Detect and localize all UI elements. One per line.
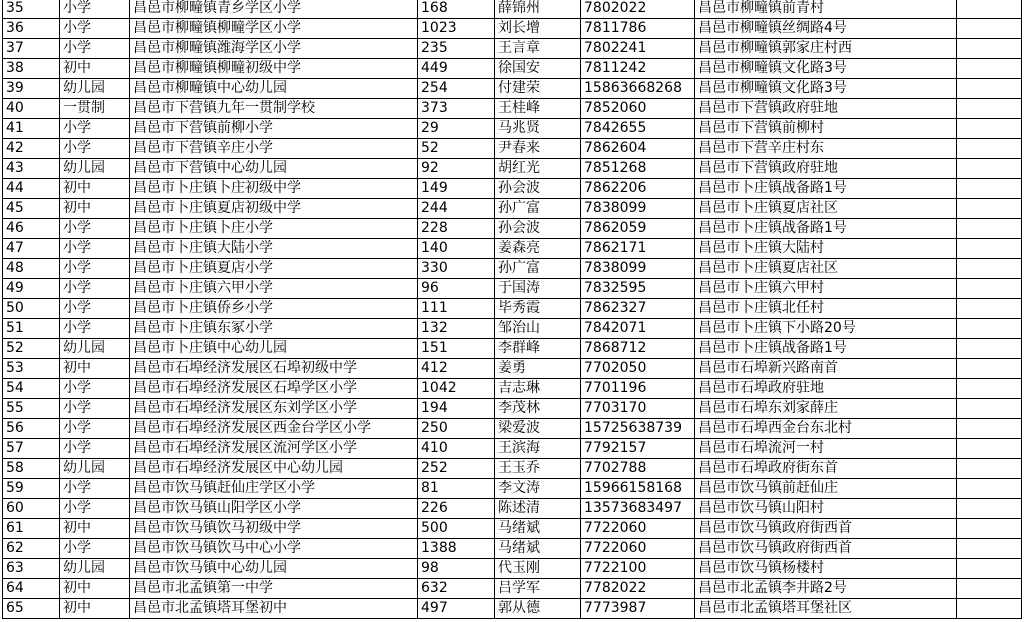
school-type-cell: 小学 xyxy=(60,419,130,439)
blank-cell xyxy=(957,199,1022,219)
phone-cell: 7852060 xyxy=(581,99,695,119)
table-row xyxy=(3,19,1022,39)
school-name-cell: 昌邑市饮马镇赶仙庄学区小学 xyxy=(130,479,418,499)
contact-name-cell: 郭从德 xyxy=(495,599,581,619)
school-type-cell: 初中 xyxy=(60,519,130,539)
student-count-cell: 412 xyxy=(418,359,495,379)
student-count-cell: 500 xyxy=(418,519,495,539)
student-count-cell: 29 xyxy=(418,119,495,139)
contact-name-cell: 王桂峰 xyxy=(495,99,581,119)
phone-cell: 7862206 xyxy=(581,179,695,199)
phone-cell: 7832595 xyxy=(581,279,695,299)
address-cell: 昌邑市下营镇前柳村 xyxy=(695,119,957,139)
address-cell: 昌邑市下营辛庄村东 xyxy=(695,139,957,159)
address-cell: 昌邑市北孟镇李井路2号 xyxy=(695,579,957,599)
table-row xyxy=(3,239,1022,259)
school-name-cell: 昌邑市北孟镇塔耳堡初中 xyxy=(130,599,418,619)
phone-cell: 7773987 xyxy=(581,599,695,619)
school-name-cell: 昌邑市饮马镇饮马中心小学 xyxy=(130,539,418,559)
blank-cell xyxy=(957,559,1022,579)
address-cell: 昌邑市柳疃镇文化路3号 xyxy=(695,59,957,79)
phone-cell: 7702050 xyxy=(581,359,695,379)
school-type-cell: 初中 xyxy=(60,199,130,219)
row-number-cell: 65 xyxy=(3,599,60,619)
blank-cell xyxy=(957,79,1022,99)
school-name-cell: 昌邑市柳疃镇柳疃学区小学 xyxy=(130,19,418,39)
address-cell: 昌邑市饮马镇山阳村 xyxy=(695,499,957,519)
school-type-cell: 幼儿园 xyxy=(60,79,130,99)
row-number-cell: 51 xyxy=(3,319,60,339)
phone-cell: 15966158168 xyxy=(581,479,695,499)
school-name-cell: 昌邑市卜庄镇卜庄小学 xyxy=(130,219,418,239)
table-row xyxy=(3,379,1022,399)
school-name-cell: 昌邑市柳疃镇潍海学区小学 xyxy=(130,39,418,59)
phone-cell: 7802022 xyxy=(581,0,695,19)
blank-cell xyxy=(957,399,1022,419)
blank-cell xyxy=(957,519,1022,539)
school-name-cell: 昌邑市卜庄镇侨乡小学 xyxy=(130,299,418,319)
student-count-cell: 449 xyxy=(418,59,495,79)
blank-cell xyxy=(957,239,1022,259)
school-type-cell: 初中 xyxy=(60,179,130,199)
school-name-cell: 昌邑市卜庄镇六甲小学 xyxy=(130,279,418,299)
blank-cell xyxy=(957,279,1022,299)
blank-cell xyxy=(957,0,1022,19)
table-row xyxy=(3,79,1022,99)
phone-cell: 7811786 xyxy=(581,19,695,39)
student-count-cell: 235 xyxy=(418,39,495,59)
phone-cell: 7842655 xyxy=(581,119,695,139)
contact-name-cell: 徐国安 xyxy=(495,59,581,79)
contact-name-cell: 毕秀霞 xyxy=(495,299,581,319)
student-count-cell: 497 xyxy=(418,599,495,619)
address-cell: 昌邑市石埠政府街东首 xyxy=(695,459,957,479)
school-name-cell: 昌邑市饮马镇山阳学区小学 xyxy=(130,499,418,519)
school-name-cell: 昌邑市卜庄镇夏店初级中学 xyxy=(130,199,418,219)
table-row xyxy=(3,39,1022,59)
school-name-cell: 昌邑市下营镇九年一贯制学校 xyxy=(130,99,418,119)
student-count-cell: 1388 xyxy=(418,539,495,559)
blank-cell xyxy=(957,19,1022,39)
table-row xyxy=(3,359,1022,379)
address-cell: 昌邑市卜庄镇六甲村 xyxy=(695,279,957,299)
row-number-cell: 63 xyxy=(3,559,60,579)
address-cell: 昌邑市饮马镇前赶仙庄 xyxy=(695,479,957,499)
school-name-cell: 昌邑市卜庄镇夏店小学 xyxy=(130,259,418,279)
address-cell: 昌邑市卜庄镇夏店社区 xyxy=(695,199,957,219)
blank-cell xyxy=(957,259,1022,279)
contact-name-cell: 马兆贤 xyxy=(495,119,581,139)
table-row xyxy=(3,479,1022,499)
student-count-cell: 228 xyxy=(418,219,495,239)
contact-name-cell: 代玉刚 xyxy=(495,559,581,579)
phone-cell: 7868712 xyxy=(581,339,695,359)
student-count-cell: 111 xyxy=(418,299,495,319)
table-row xyxy=(3,139,1022,159)
school-type-cell: 小学 xyxy=(60,379,130,399)
phone-cell: 7703170 xyxy=(581,399,695,419)
student-count-cell: 132 xyxy=(418,319,495,339)
school-type-cell: 小学 xyxy=(60,479,130,499)
phone-cell: 13573683497 xyxy=(581,499,695,519)
address-cell: 昌邑市石埠政府驻地 xyxy=(695,379,957,399)
row-number-cell: 54 xyxy=(3,379,60,399)
blank-cell xyxy=(957,579,1022,599)
student-count-cell: 81 xyxy=(418,479,495,499)
address-cell: 昌邑市下营镇政府驻地 xyxy=(695,159,957,179)
contact-name-cell: 邹治山 xyxy=(495,319,581,339)
address-cell: 昌邑市卜庄镇下小路20号 xyxy=(695,319,957,339)
address-cell: 昌邑市石埠新兴路南首 xyxy=(695,359,957,379)
address-cell: 昌邑市石埠流河一村 xyxy=(695,439,957,459)
row-number-cell: 64 xyxy=(3,579,60,599)
blank-cell xyxy=(957,599,1022,619)
contact-name-cell: 吕学军 xyxy=(495,579,581,599)
school-name-cell: 昌邑市柳疃镇青乡学区小学 xyxy=(130,0,418,19)
blank-cell xyxy=(957,299,1022,319)
blank-cell xyxy=(957,119,1022,139)
blank-cell xyxy=(957,359,1022,379)
blank-cell xyxy=(957,319,1022,339)
table-row xyxy=(3,499,1022,519)
blank-cell xyxy=(957,459,1022,479)
phone-cell: 7722060 xyxy=(581,539,695,559)
address-cell: 昌邑市饮马镇政府街西首 xyxy=(695,539,957,559)
student-count-cell: 168 xyxy=(418,0,495,19)
row-number-cell: 43 xyxy=(3,159,60,179)
contact-name-cell: 李群峰 xyxy=(495,339,581,359)
table-row xyxy=(3,119,1022,139)
school-name-cell: 昌邑市柳疃镇中心幼儿园 xyxy=(130,79,418,99)
phone-cell: 15725638739 xyxy=(581,419,695,439)
contact-name-cell: 王滨海 xyxy=(495,439,581,459)
row-number-cell: 62 xyxy=(3,539,60,559)
school-type-cell: 小学 xyxy=(60,439,130,459)
school-name-cell: 昌邑市石埠经济发展区西金台学区小学 xyxy=(130,419,418,439)
phone-cell: 7722060 xyxy=(581,519,695,539)
phone-cell: 7842071 xyxy=(581,319,695,339)
school-name-cell: 昌邑市下营镇中心幼儿园 xyxy=(130,159,418,179)
contact-name-cell: 付建荣 xyxy=(495,79,581,99)
table-row xyxy=(3,199,1022,219)
row-number-cell: 46 xyxy=(3,219,60,239)
address-cell: 昌邑市卜庄镇夏店社区 xyxy=(695,259,957,279)
blank-cell xyxy=(957,379,1022,399)
address-cell: 昌邑市卜庄镇北任村 xyxy=(695,299,957,319)
phone-cell: 7792157 xyxy=(581,439,695,459)
blank-cell xyxy=(957,179,1022,199)
phone-cell: 7862059 xyxy=(581,219,695,239)
phone-cell: 7701196 xyxy=(581,379,695,399)
school-name-cell: 昌邑市卜庄镇卜庄初级中学 xyxy=(130,179,418,199)
phone-cell: 7838099 xyxy=(581,199,695,219)
table-row xyxy=(3,279,1022,299)
row-number-cell: 47 xyxy=(3,239,60,259)
school-name-cell: 昌邑市下营镇前柳小学 xyxy=(130,119,418,139)
table-row xyxy=(3,259,1022,279)
blank-cell xyxy=(957,139,1022,159)
contact-name-cell: 孙会波 xyxy=(495,179,581,199)
address-cell: 昌邑市柳疃镇丝绸路4号 xyxy=(695,19,957,39)
blank-cell xyxy=(957,219,1022,239)
address-cell: 昌邑市北孟镇塔耳堡社区 xyxy=(695,599,957,619)
blank-cell xyxy=(957,99,1022,119)
student-count-cell: 52 xyxy=(418,139,495,159)
blank-cell xyxy=(957,439,1022,459)
table-row xyxy=(3,299,1022,319)
table-row xyxy=(3,219,1022,239)
school-type-cell: 小学 xyxy=(60,319,130,339)
table-row xyxy=(3,599,1022,619)
contact-name-cell: 胡红光 xyxy=(495,159,581,179)
student-count-cell: 410 xyxy=(418,439,495,459)
school-type-cell: 初中 xyxy=(60,599,130,619)
address-cell: 昌邑市饮马镇政府街西首 xyxy=(695,519,957,539)
table-row xyxy=(3,59,1022,79)
phone-cell: 7862171 xyxy=(581,239,695,259)
school-type-cell: 小学 xyxy=(60,499,130,519)
student-count-cell: 252 xyxy=(418,459,495,479)
school-type-cell: 小学 xyxy=(60,219,130,239)
contact-name-cell: 孙广富 xyxy=(495,199,581,219)
school-type-cell: 小学 xyxy=(60,259,130,279)
school-type-cell: 小学 xyxy=(60,19,130,39)
blank-cell xyxy=(957,419,1022,439)
address-cell: 昌邑市柳疃镇前青村 xyxy=(695,0,957,19)
address-cell: 昌邑市石埠东刘家薛庄 xyxy=(695,399,957,419)
school-type-cell: 小学 xyxy=(60,0,130,19)
contact-name-cell: 刘长增 xyxy=(495,19,581,39)
row-number-cell: 59 xyxy=(3,479,60,499)
student-count-cell: 250 xyxy=(418,419,495,439)
school-name-cell: 昌邑市石埠经济发展区石埠学区小学 xyxy=(130,379,418,399)
address-cell: 昌邑市柳疃镇文化路3号 xyxy=(695,79,957,99)
school-name-cell: 昌邑市北孟镇第一中学 xyxy=(130,579,418,599)
table-row xyxy=(3,399,1022,419)
table-row xyxy=(3,99,1022,119)
contact-name-cell: 尹春来 xyxy=(495,139,581,159)
school-name-cell: 昌邑市饮马镇中心幼儿园 xyxy=(130,559,418,579)
address-cell: 昌邑市下营镇政府驻地 xyxy=(695,99,957,119)
school-name-cell: 昌邑市卜庄镇中心幼儿园 xyxy=(130,339,418,359)
table-row xyxy=(3,159,1022,179)
blank-cell xyxy=(957,339,1022,359)
table-row xyxy=(3,539,1022,559)
student-count-cell: 254 xyxy=(418,79,495,99)
row-number-cell: 38 xyxy=(3,59,60,79)
school-name-cell: 昌邑市下营镇辛庄小学 xyxy=(130,139,418,159)
contact-name-cell: 马绪斌 xyxy=(495,539,581,559)
row-number-cell: 56 xyxy=(3,419,60,439)
contact-name-cell: 姜森亮 xyxy=(495,239,581,259)
contact-name-cell: 于国涛 xyxy=(495,279,581,299)
address-cell: 昌邑市饮马镇杨楼村 xyxy=(695,559,957,579)
school-type-cell: 小学 xyxy=(60,279,130,299)
address-cell: 昌邑市卜庄镇大陆村 xyxy=(695,239,957,259)
contact-name-cell: 孙会波 xyxy=(495,219,581,239)
phone-cell: 15863668268 xyxy=(581,79,695,99)
table-row xyxy=(3,439,1022,459)
phone-cell: 7851268 xyxy=(581,159,695,179)
contact-name-cell: 薛锦州 xyxy=(495,0,581,19)
table-row xyxy=(3,419,1022,439)
table-row xyxy=(3,559,1022,579)
phone-cell: 7862327 xyxy=(581,299,695,319)
table-row xyxy=(3,339,1022,359)
address-cell: 昌邑市卜庄镇战备路1号 xyxy=(695,339,957,359)
student-count-cell: 98 xyxy=(418,559,495,579)
student-count-cell: 140 xyxy=(418,239,495,259)
student-count-cell: 1042 xyxy=(418,379,495,399)
row-number-cell: 48 xyxy=(3,259,60,279)
school-type-cell: 幼儿园 xyxy=(60,159,130,179)
student-count-cell: 96 xyxy=(418,279,495,299)
row-number-cell: 41 xyxy=(3,119,60,139)
student-count-cell: 373 xyxy=(418,99,495,119)
school-name-cell: 昌邑市石埠经济发展区石埠初级中学 xyxy=(130,359,418,379)
school-type-cell: 小学 xyxy=(60,139,130,159)
school-type-cell: 初中 xyxy=(60,359,130,379)
student-count-cell: 244 xyxy=(418,199,495,219)
student-count-cell: 151 xyxy=(418,339,495,359)
school-type-cell: 小学 xyxy=(60,399,130,419)
contact-name-cell: 马绪斌 xyxy=(495,519,581,539)
school-type-cell: 幼儿园 xyxy=(60,339,130,359)
school-type-cell: 小学 xyxy=(60,239,130,259)
table-row xyxy=(3,179,1022,199)
row-number-cell: 57 xyxy=(3,439,60,459)
table-row xyxy=(3,579,1022,599)
row-number-cell: 55 xyxy=(3,399,60,419)
school-type-cell: 初中 xyxy=(60,59,130,79)
student-count-cell: 92 xyxy=(418,159,495,179)
phone-cell: 7838099 xyxy=(581,259,695,279)
row-number-cell: 44 xyxy=(3,179,60,199)
table-row xyxy=(3,0,1022,19)
student-count-cell: 1023 xyxy=(418,19,495,39)
phone-cell: 7702788 xyxy=(581,459,695,479)
address-cell: 昌邑市卜庄镇战备路1号 xyxy=(695,179,957,199)
contact-name-cell: 吉志琳 xyxy=(495,379,581,399)
row-number-cell: 50 xyxy=(3,299,60,319)
student-count-cell: 149 xyxy=(418,179,495,199)
contact-name-cell: 王言章 xyxy=(495,39,581,59)
address-cell: 昌邑市石埠西金台东北村 xyxy=(695,419,957,439)
student-count-cell: 632 xyxy=(418,579,495,599)
row-number-cell: 52 xyxy=(3,339,60,359)
contact-name-cell: 陈述清 xyxy=(495,499,581,519)
blank-cell xyxy=(957,59,1022,79)
phone-cell: 7802241 xyxy=(581,39,695,59)
contact-name-cell: 王玉乔 xyxy=(495,459,581,479)
phone-cell: 7811242 xyxy=(581,59,695,79)
row-number-cell: 37 xyxy=(3,39,60,59)
table-row xyxy=(3,319,1022,339)
row-number-cell: 49 xyxy=(3,279,60,299)
student-count-cell: 226 xyxy=(418,499,495,519)
table-row xyxy=(3,459,1022,479)
school-type-cell: 初中 xyxy=(60,579,130,599)
row-number-cell: 45 xyxy=(3,199,60,219)
school-type-cell: 幼儿园 xyxy=(60,559,130,579)
school-name-cell: 昌邑市卜庄镇大陆小学 xyxy=(130,239,418,259)
school-table xyxy=(2,0,1022,619)
school-type-cell: 小学 xyxy=(60,539,130,559)
blank-cell xyxy=(957,479,1022,499)
blank-cell xyxy=(957,499,1022,519)
school-table-body xyxy=(3,0,1022,619)
blank-cell xyxy=(957,539,1022,559)
contact-name-cell: 姜勇 xyxy=(495,359,581,379)
phone-cell: 7722100 xyxy=(581,559,695,579)
school-type-cell: 一贯制 xyxy=(60,99,130,119)
blank-cell xyxy=(957,39,1022,59)
address-cell: 昌邑市卜庄镇战备路1号 xyxy=(695,219,957,239)
row-number-cell: 60 xyxy=(3,499,60,519)
contact-name-cell: 梁爱波 xyxy=(495,419,581,439)
school-type-cell: 小学 xyxy=(60,299,130,319)
row-number-cell: 42 xyxy=(3,139,60,159)
school-type-cell: 小学 xyxy=(60,119,130,139)
school-name-cell: 昌邑市石埠经济发展区流河学区小学 xyxy=(130,439,418,459)
school-name-cell: 昌邑市饮马镇饮马初级中学 xyxy=(130,519,418,539)
table-row xyxy=(3,519,1022,539)
phone-cell: 7782022 xyxy=(581,579,695,599)
school-type-cell: 幼儿园 xyxy=(60,459,130,479)
row-number-cell: 36 xyxy=(3,19,60,39)
student-count-cell: 330 xyxy=(418,259,495,279)
row-number-cell: 35 xyxy=(3,0,60,19)
school-name-cell: 昌邑市柳疃镇柳疃初级中学 xyxy=(130,59,418,79)
school-name-cell: 昌邑市石埠经济发展区东刘学区小学 xyxy=(130,399,418,419)
address-cell: 昌邑市柳疃镇郭家庄村西 xyxy=(695,39,957,59)
blank-cell xyxy=(957,159,1022,179)
school-name-cell: 昌邑市石埠经济发展区中心幼儿园 xyxy=(130,459,418,479)
row-number-cell: 40 xyxy=(3,99,60,119)
contact-name-cell: 李文涛 xyxy=(495,479,581,499)
contact-name-cell: 李茂林 xyxy=(495,399,581,419)
row-number-cell: 39 xyxy=(3,79,60,99)
contact-name-cell: 孙广富 xyxy=(495,259,581,279)
school-type-cell: 小学 xyxy=(60,39,130,59)
phone-cell: 7862604 xyxy=(581,139,695,159)
school-name-cell: 昌邑市卜庄镇东冢小学 xyxy=(130,319,418,339)
student-count-cell: 194 xyxy=(418,399,495,419)
row-number-cell: 58 xyxy=(3,459,60,479)
row-number-cell: 61 xyxy=(3,519,60,539)
row-number-cell: 53 xyxy=(3,359,60,379)
